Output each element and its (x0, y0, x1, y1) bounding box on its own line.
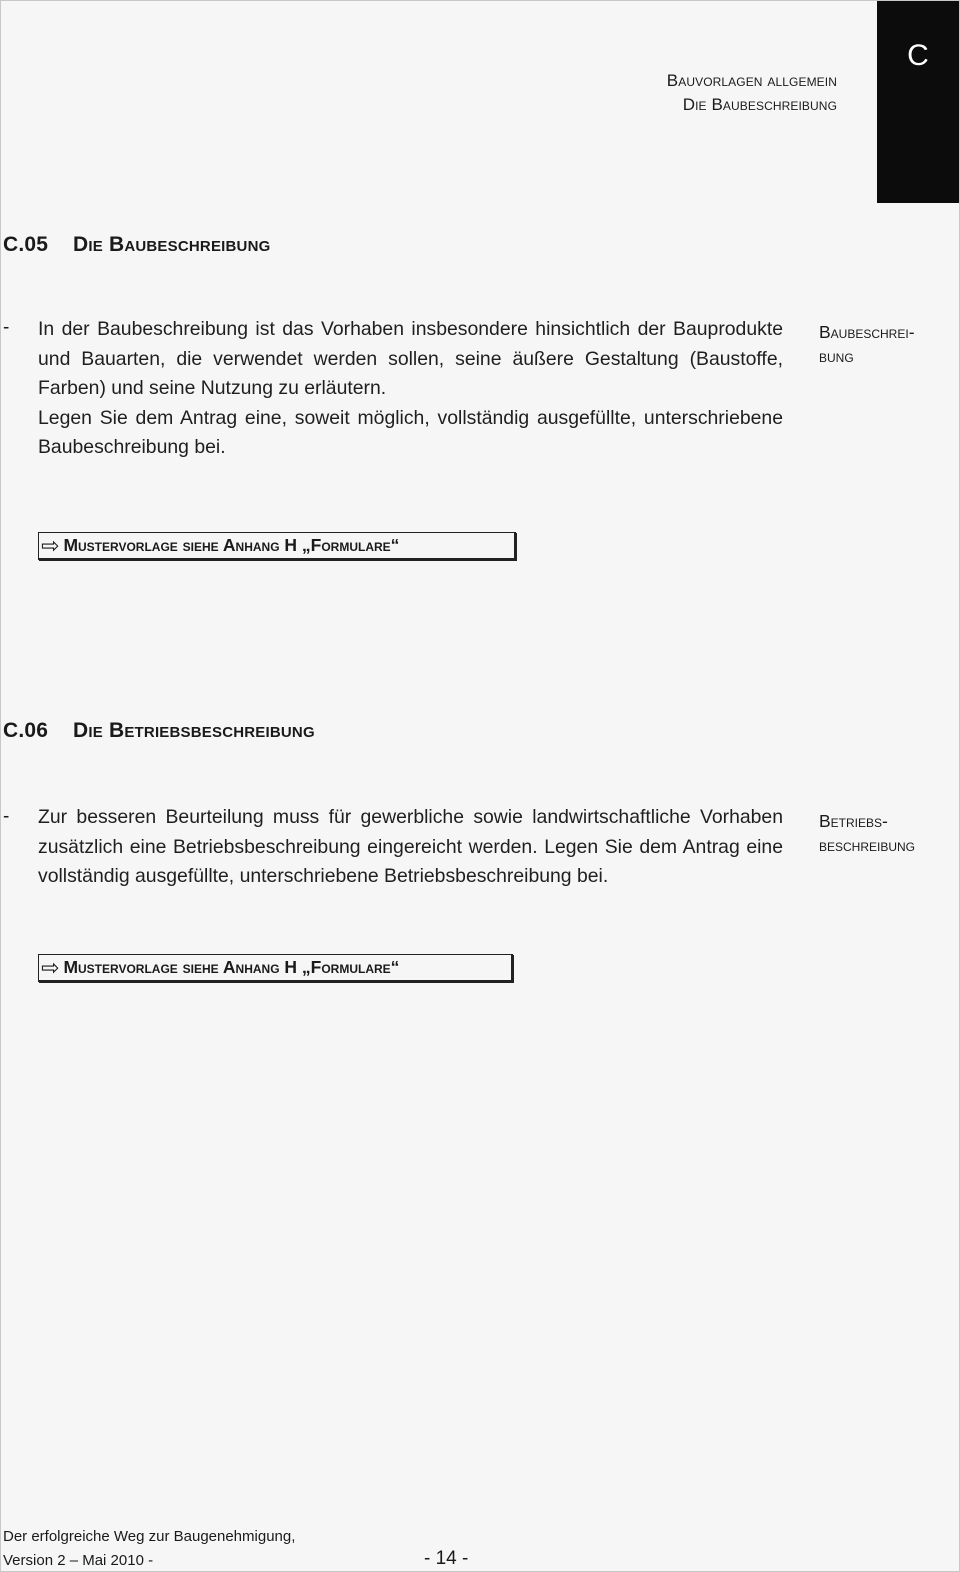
running-header-section: Die Baubeschreibung (682, 95, 837, 114)
margin-note-line: Baubeschrei- (819, 322, 915, 342)
section-title: Die Betriebsbeschreibung (73, 719, 315, 742)
page-number: - 14 - (424, 1548, 469, 1569)
margin-note-c05 (819, 320, 915, 368)
body-paragraph: Legen Sie dem Antrag eine, soweit möglich, vollständig ausgefüllte, unterschriebene Baubeschreibung bei. (38, 406, 783, 459)
chapter-tab (877, 1, 959, 203)
section-number: C.05 (3, 233, 49, 256)
section-heading-c05 (3, 233, 270, 257)
margin-note-line: Betriebs- (819, 811, 888, 831)
template-reference-link[interactable] (38, 954, 513, 982)
chapter-tab-letter: C (907, 39, 929, 72)
running-header-chapter: Bauvorlagen allgemein (666, 71, 837, 90)
margin-note-line: bung (819, 346, 854, 366)
body-paragraph: Zur besseren Beurteilung muss für gewerbliche sowie landwirtschaftliche Vorhaben zusätzlich eine Betriebsbeschreibung eingereicht werden. Legen Sie dem Antrag eine vollständig ausgefüllte, unterschriebene Betriebsbeschreibung bei. (38, 806, 783, 888)
footer-version: Version 2 – Mai 2010 - (3, 1552, 154, 1569)
section-heading-c06 (3, 719, 315, 743)
body-paragraph: In der Baubeschreibung ist das Vorhaben insbesondere hinsichtlich der Bauprodukte und Bauarten, die verwendet werden sollen, seine äußere Gestaltung (Baustoffe, Farben) und seine Nutzung zu erläutern. (38, 318, 783, 400)
margin-note-c06 (819, 809, 915, 857)
bullet-dash: - (3, 806, 10, 827)
footer-title: Der erfolgreiche Weg zur Baugenehmigung, (3, 1528, 296, 1545)
template-reference-link[interactable] (38, 532, 516, 560)
template-reference-label: Mustervorlage siehe Anhang H „Formulare“ (63, 535, 400, 555)
double-arrow-right-icon: ⇨ (41, 954, 60, 980)
section-body-c06 (38, 803, 783, 892)
section-body-c05 (38, 315, 783, 463)
bullet-dash: - (3, 317, 10, 338)
template-reference-label: Mustervorlage siehe Anhang H „Formulare“ (63, 957, 400, 977)
section-title: Die Baubeschreibung (73, 233, 271, 256)
section-number: C.06 (3, 719, 49, 742)
double-arrow-right-icon: ⇨ (41, 532, 60, 558)
margin-note-line: beschreibung (819, 835, 916, 855)
